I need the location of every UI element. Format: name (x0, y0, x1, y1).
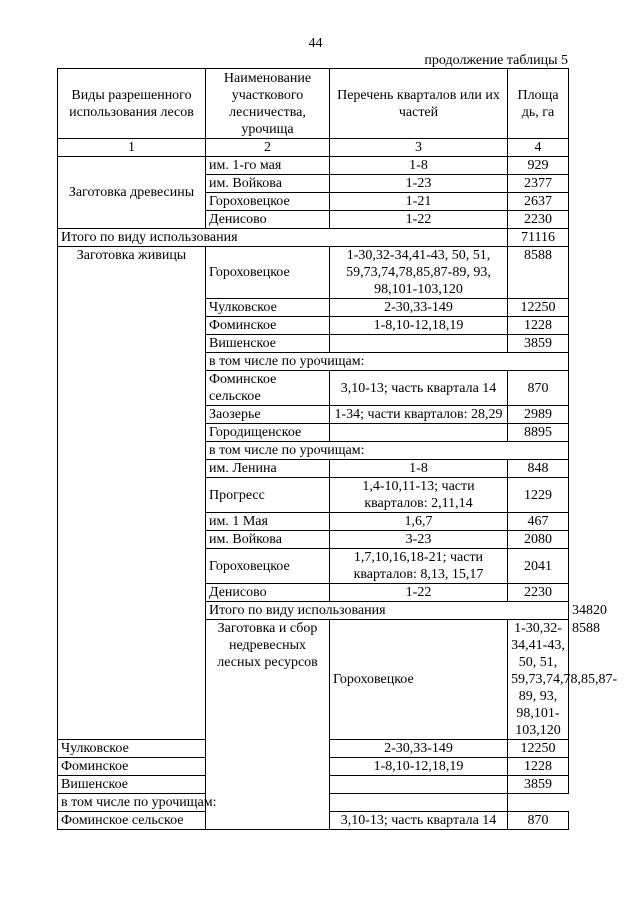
forestry-cell: Гороховецкое (330, 620, 508, 740)
forestry-cell: Фоминское (206, 317, 330, 335)
forestry-cell: Гороховецкое (206, 193, 330, 211)
forestry-cell: Фоминское (58, 758, 206, 776)
forestry-cell: Фоминское сельское (206, 371, 330, 406)
forestry-cell: Чулковское (58, 740, 206, 758)
area-cell: 2377 (508, 175, 569, 193)
quarters-cell: 3,10-13; часть квартала 14 (330, 812, 508, 830)
including-tracts-label: в том числе по урочищам: (206, 353, 569, 371)
area-cell: 12250 (508, 740, 569, 758)
quarters-cell: 1-21 (330, 193, 508, 211)
quarters-cell: 1-34; части кварталов: 28,29 (330, 406, 508, 424)
area-cell: 467 (508, 513, 569, 531)
quarters-cell: 1,6,7 (330, 513, 508, 531)
area-cell: 2041 (508, 549, 569, 584)
area-cell: 8588 (508, 247, 569, 299)
area-cell: 1228 (508, 317, 569, 335)
quarters-cell: 1-8,10-12,18,19 (330, 317, 508, 335)
area-cell: 2230 (508, 584, 569, 602)
forestry-cell: им. 1-го мая (206, 157, 330, 175)
forest-use-table (57, 68, 618, 830)
total-label: Итого по виду использования (206, 602, 569, 620)
forestry-cell: Заозерье (206, 406, 330, 424)
area-cell: 1228 (508, 758, 569, 776)
forestry-cell: Вишенское (206, 335, 330, 353)
forestry-cell: Гороховецкое (206, 247, 330, 299)
column-number: 1 (58, 139, 206, 157)
area-cell: 848 (508, 460, 569, 478)
forestry-cell: Денисово (206, 211, 330, 229)
forestry-cell: Городищенское (206, 424, 330, 442)
table-header-row (58, 69, 569, 139)
quarters-cell: 1,4-10,11-13; части кварталов: 2,11,14 (330, 478, 508, 513)
quarters-cell (330, 335, 508, 353)
forestry-cell: им. Войкова (206, 175, 330, 193)
forestry-cell: Прогресс (206, 478, 330, 513)
area-cell: 2637 (508, 193, 569, 211)
quarters-cell: 1-8 (330, 460, 508, 478)
table-column-numbers (58, 139, 569, 157)
total-row (58, 229, 569, 247)
quarters-cell: 1-8 (330, 157, 508, 175)
area-cell: 2989 (508, 406, 569, 424)
table-row (58, 157, 569, 175)
total-label: Итого по виду использования (58, 229, 508, 247)
including-tracts-label: в том числе по урочищам: (58, 794, 508, 812)
column-number: 2 (206, 139, 330, 157)
table-continuation-label: продолжение таблицы 5 (424, 53, 568, 68)
area-cell: 2080 (508, 531, 569, 549)
quarters-cell: 3-23 (330, 531, 508, 549)
forestry-cell: им. Ленина (206, 460, 330, 478)
forestry-cell: Денисово (206, 584, 330, 602)
area-cell: 1229 (508, 478, 569, 513)
header-area-part1: Площа (517, 87, 559, 103)
header-area-part2: дь, га (521, 104, 555, 120)
quarters-cell: 1-8,10-12,18,19 (330, 758, 508, 776)
quarters-cell: 2-30,33-149 (330, 740, 508, 758)
total-row: Итого по виду использования 34820 (58, 602, 569, 620)
table-row (58, 247, 569, 299)
page-number: 44 (308, 36, 323, 51)
column-number: 3 (330, 139, 508, 157)
quarters-cell: 3,10-13; часть квартала 14 (330, 371, 508, 406)
table-row: Заготовка и сбор недревесных лесных ресурсов Гороховецкое 1-30,32-34,41-43, 50, 51, 59,73,74,78,85,87-89, 93, 98,101-103,120 8588 (58, 620, 569, 740)
total-value: 71116 (508, 229, 569, 247)
forestry-cell: Фоминское сельское (58, 812, 206, 830)
area-cell: 870 (508, 812, 569, 830)
forestry-cell: им. 1 Мая (206, 513, 330, 531)
including-tracts-label: в том числе по урочищам: (206, 442, 569, 460)
subheading-row (58, 794, 569, 812)
quarters-cell: 1,7,10,16,18-21; части кварталов: 8,13, 15,17 (330, 549, 508, 584)
forestry-cell: Чулковское (206, 299, 330, 317)
header-use-type: Виды разрешенного использования лесов (58, 69, 206, 139)
area-cell: 870 (508, 371, 569, 406)
use-type-cell: Заготовка и сбор недревесных лесных ресурсов (206, 620, 330, 830)
area-cell: 929 (508, 157, 569, 175)
forestry-cell: Гороховецкое (206, 549, 330, 584)
area-cell: 8895 (508, 424, 569, 442)
header-forestry-name: Наименование участкового лесничества, урочища (206, 69, 330, 139)
quarters-cell: 1-30,32-34,41-43, 50, 51, 59,73,74,78,85,87-89, 93, 98,101-103,120 (330, 247, 508, 299)
area-cell: 12250 (508, 299, 569, 317)
quarters-cell: 1-22 (330, 211, 508, 229)
area-cell: 3859 (508, 776, 569, 794)
quarters-cell: 1-23 (330, 175, 508, 193)
forestry-cell: им. Войкова (206, 531, 330, 549)
header-area (508, 69, 569, 139)
use-type-cell: Заготовка живицы (58, 247, 206, 740)
header-quarters: Перечень кварталов или их частей (330, 69, 508, 139)
quarters-cell: 1-30,32-34,41-43, 50, 51, 59,73,74,78,85,87-89, 93, 98,101-103,120 (508, 620, 569, 740)
use-type-cell: Заготовка древесины (58, 157, 206, 229)
quarters-cell (330, 776, 508, 794)
quarters-cell: 2-30,33-149 (330, 299, 508, 317)
column-number: 4 (508, 139, 569, 157)
forestry-cell: Вишенское (58, 776, 206, 794)
area-cell: 3859 (508, 335, 569, 353)
quarters-cell: 1-22 (330, 584, 508, 602)
quarters-cell (330, 424, 508, 442)
area-cell: 2230 (508, 211, 569, 229)
